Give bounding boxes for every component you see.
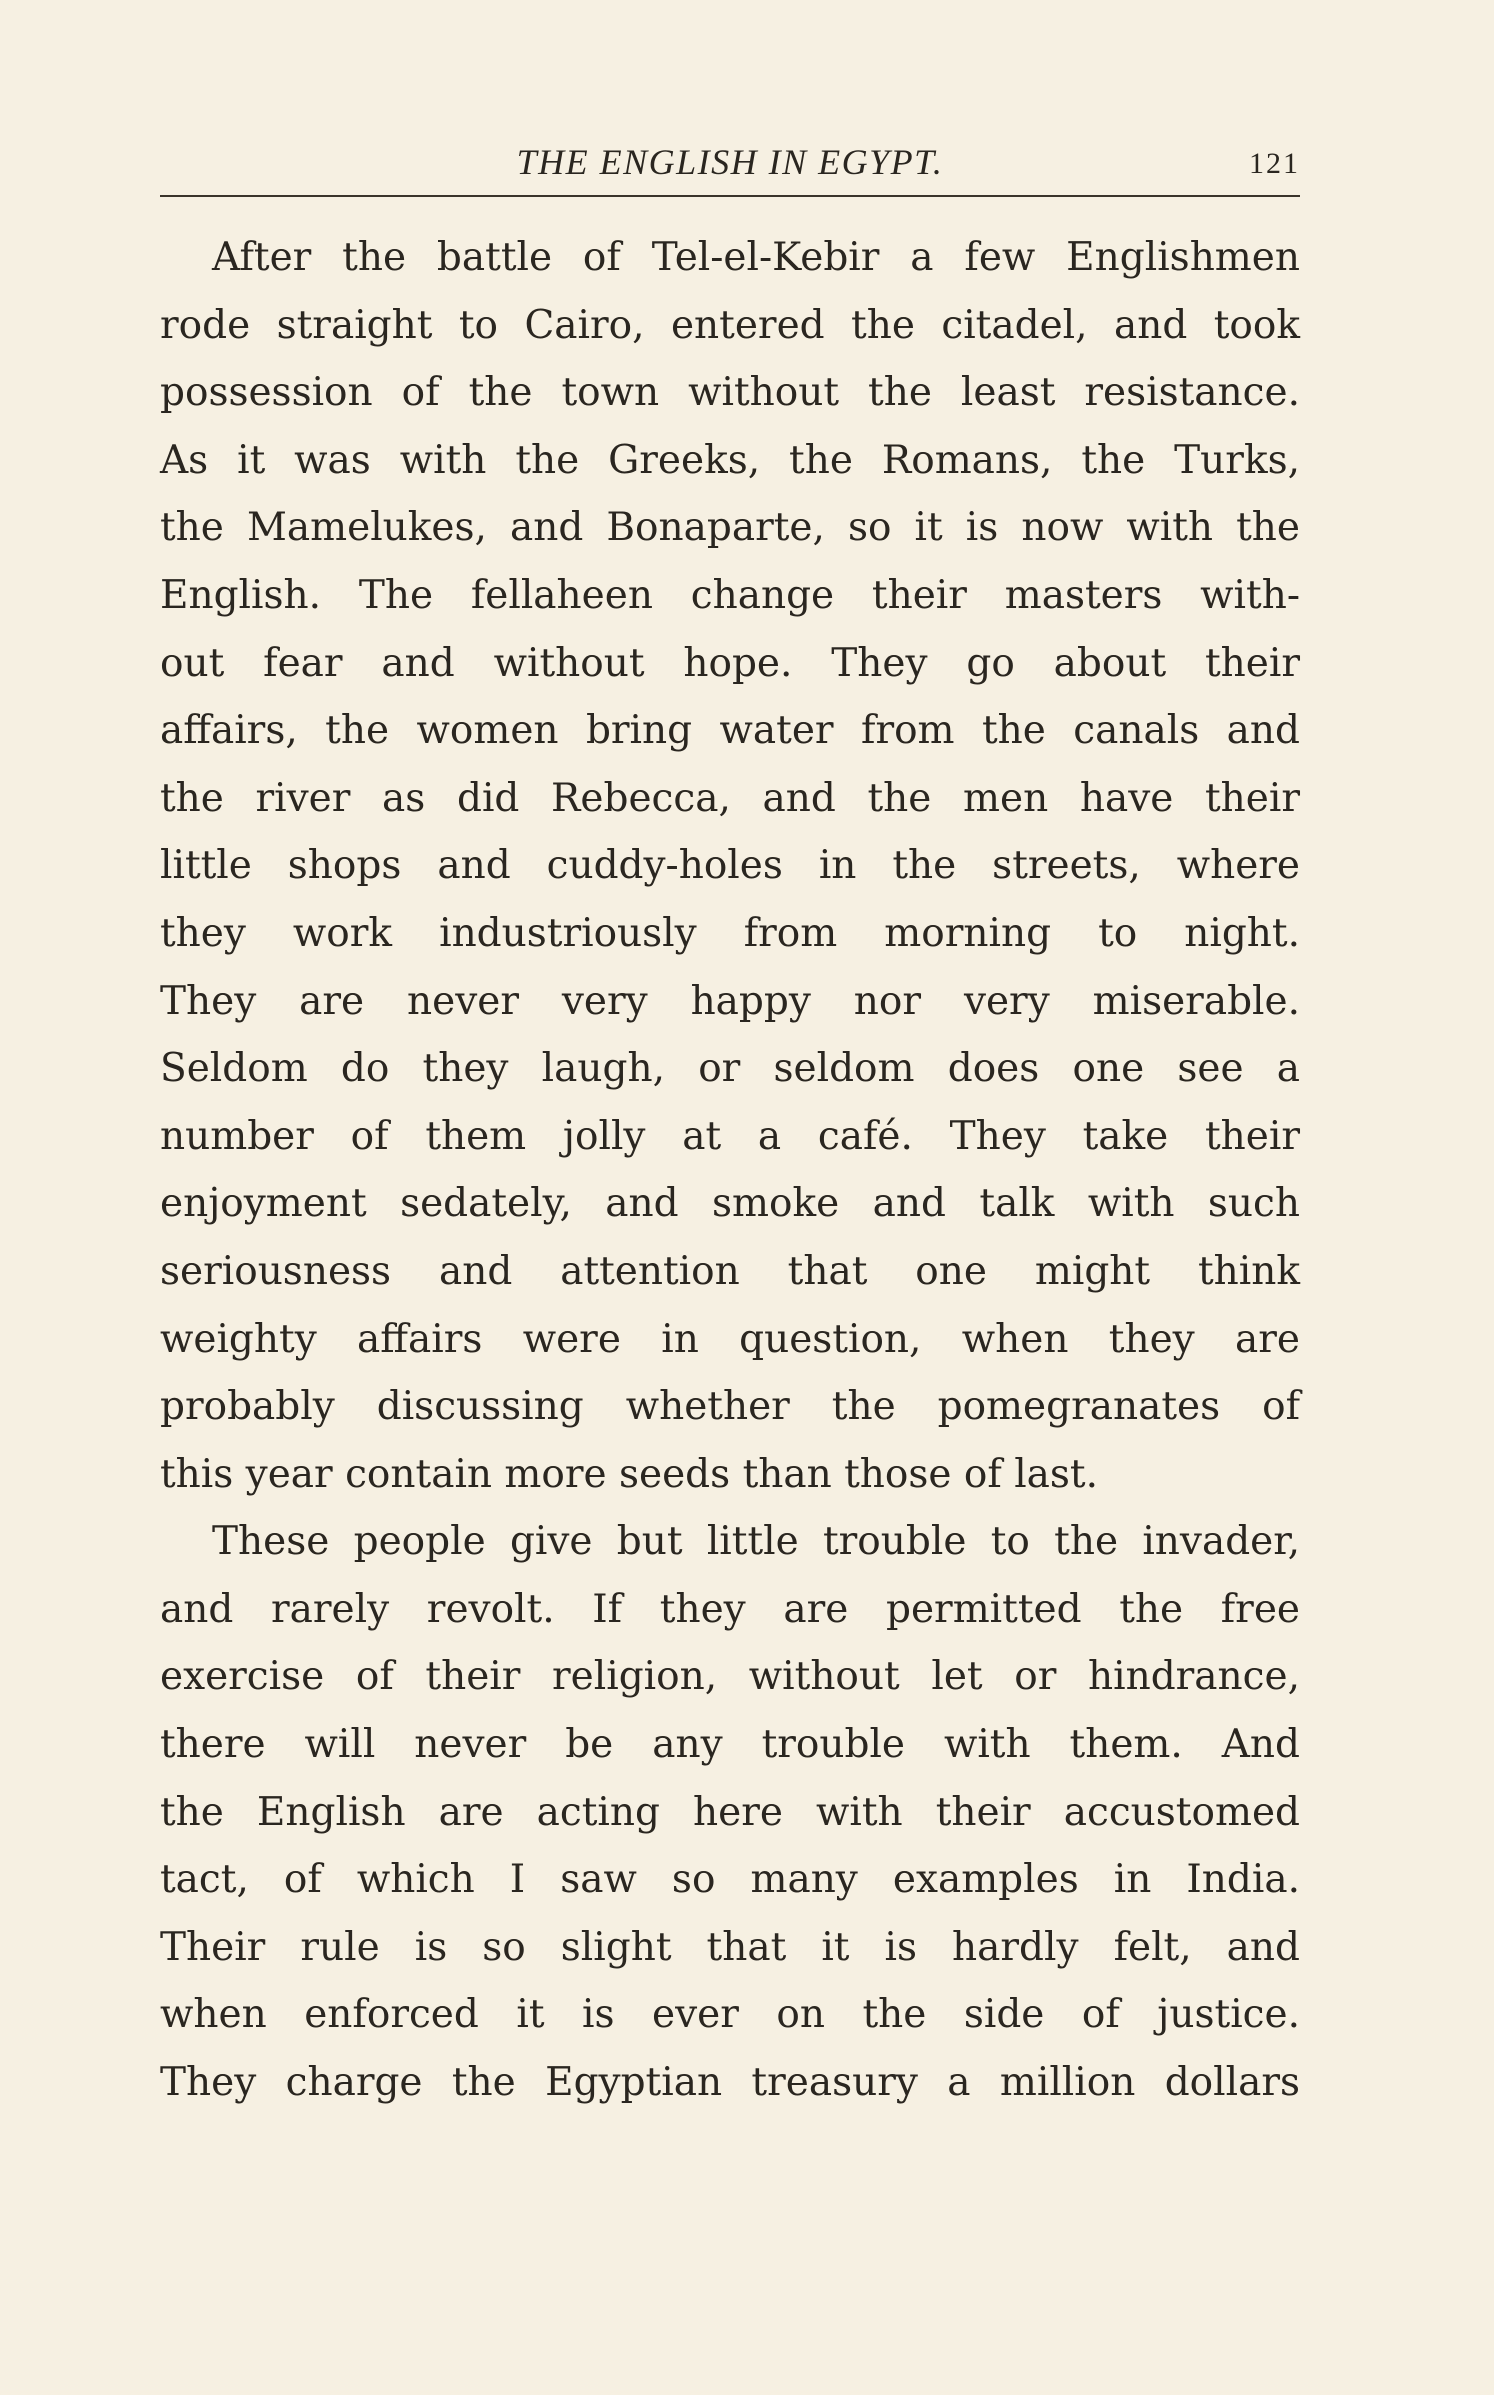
- text-line: These people give but little trouble to the invader,: [212, 1519, 1300, 1565]
- text-line: the Mamelukes, and Bonaparte, so it is now with the: [160, 505, 1300, 551]
- text-line: this year contain more seeds than those of last.: [160, 1451, 1098, 1497]
- page-number: 121: [1249, 147, 1300, 180]
- paragraph-1: [160, 224, 1300, 1508]
- text-line: when enforced it is ever on the side of justice.: [160, 1992, 1300, 2038]
- text-line: out fear and without hope. They go about their: [160, 640, 1300, 686]
- text-line: As it was with the Greeks, the Romans, the Turks,: [160, 437, 1300, 483]
- text-line: possession of the town without the least resistance.: [160, 370, 1300, 416]
- text-line: there will never be any trouble with them. And: [160, 1722, 1300, 1768]
- header-rule: [160, 195, 1300, 197]
- text-line: number of them jolly at a café. They take their: [160, 1113, 1300, 1159]
- text-line: affairs, the women bring water from the canals and: [160, 708, 1300, 754]
- text-line: little shops and cuddy-holes in the streets, where: [160, 843, 1300, 889]
- text-line: After the battle of Tel-el-Kebir a few Englishmen: [212, 235, 1300, 280]
- text-line: the English are acting here with their accustomed: [160, 1789, 1300, 1835]
- text-line: rode straight to Cairo, entered the citadel, and took: [160, 302, 1300, 348]
- running-title: THE ENGLISH IN EGYPT.: [516, 142, 944, 182]
- text-line: the river as did Rebecca, and the men have their: [160, 775, 1300, 821]
- text-line: Their rule is so slight that it is hardly felt, and: [160, 1924, 1300, 1970]
- paragraph-2: [160, 1508, 1300, 2116]
- text-line: weighty affairs were in question, when they are: [160, 1316, 1300, 1362]
- text-line: They charge the Egyptian treasury a million dollars: [160, 2060, 1300, 2106]
- text-line: seriousness and attention that one might think: [160, 1248, 1300, 1294]
- text-line: probably discussing whether the pomegranates of: [160, 1384, 1300, 1430]
- running-head: [160, 136, 1300, 188]
- text-line: and rarely revolt. If they are permitted the free: [160, 1586, 1300, 1632]
- text-line: they work industriously from morning to night.: [160, 910, 1300, 956]
- text-line: Seldom do they laugh, or seldom does one see a: [160, 1046, 1300, 1092]
- text-line: tact, of which I saw so many examples in India.: [160, 1857, 1300, 1903]
- text-line: They are never very happy nor very miserable.: [160, 978, 1300, 1024]
- text-line: exercise of their religion, without let or hindrance,: [160, 1654, 1300, 1700]
- text-line: English. The fellaheen change their masters with-: [160, 572, 1300, 618]
- body-text: [160, 224, 1300, 2117]
- text-line: enjoyment sedately, and smoke and talk with such: [160, 1181, 1300, 1227]
